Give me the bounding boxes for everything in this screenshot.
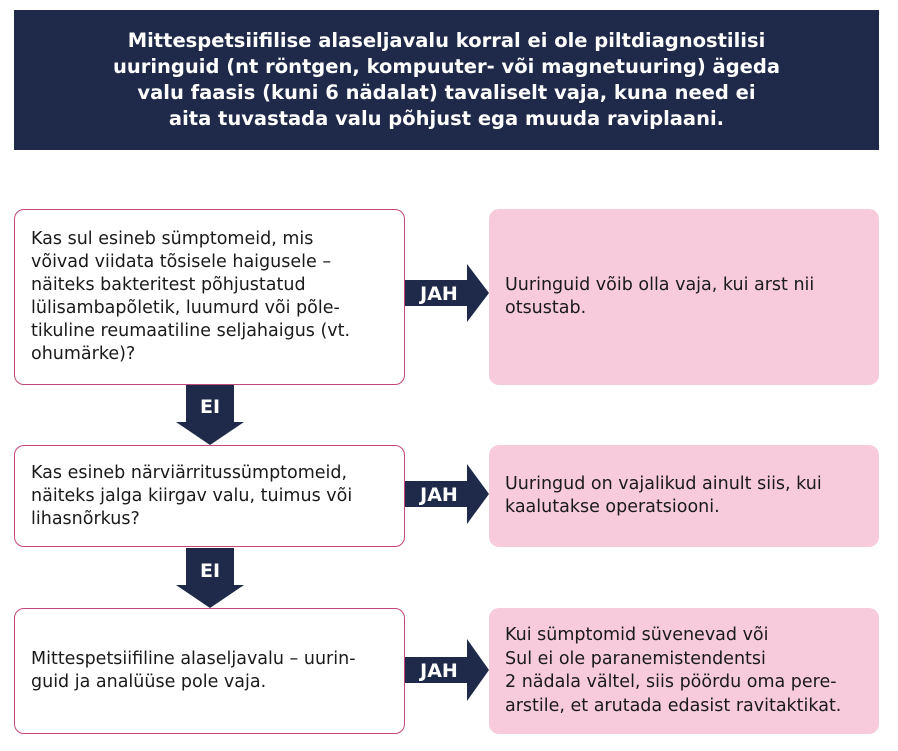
question-box-3: Mittespetsiifiline alaseljavalu – uurin- guid ja analüüse pole vaja. xyxy=(14,608,405,734)
question-box-1: Kas sul esineb sümptomeid, mis võivad viidata tõsisele haigusele – näiteks bakteritest põhjustatud lülisambapõletik, luumurd või põle- tikuline reumaatiline seljahaigus (vt. ohumärke)? xyxy=(14,209,405,385)
yes-label-2: JAH xyxy=(420,484,458,506)
yes-label-1: JAH xyxy=(420,283,458,305)
yes-label-3: JAH xyxy=(420,660,458,682)
yes-arrow-2 xyxy=(405,464,489,524)
answer-box-3: Kui sümptomid süvenevad või Sul ei ole paranemistendentsi 2 nädala vältel, siis pöördu oma pere- arstile, et arutada edasist ravitaktikat. xyxy=(489,608,879,734)
question-box-2: Kas esineb närviärritussümptomeid, näiteks jalga kiirgav valu, tuimus või lihasnõrkus? xyxy=(14,445,405,547)
no-label-1: EI xyxy=(199,396,221,418)
yes-arrow-3 xyxy=(405,639,489,701)
answer-box-2: Uuringud on vajalikud ainult siis, kui kaalutakse operatsiooni. xyxy=(489,445,879,547)
no-label-2: EI xyxy=(199,560,221,582)
header-banner xyxy=(14,10,879,150)
no-arrow-1 xyxy=(176,385,244,445)
no-arrow-2 xyxy=(176,548,244,608)
header-text: Mittespetsiifilise alaseljavalu korral ei ole piltdiagnostilisi uuringuid (nt röntgen, kompuuter- või magnetuuring) ägeda valu faasis (kuni 6 nädalat) tavaliselt vaja, kuna need ei aita tuvastada valu põhjust ega muuda raviplaani. xyxy=(112,29,781,130)
yes-arrow-1 xyxy=(405,264,489,322)
answer-box-1: Uuringuid võib olla vaja, kui arst nii otsustab. xyxy=(489,209,879,385)
